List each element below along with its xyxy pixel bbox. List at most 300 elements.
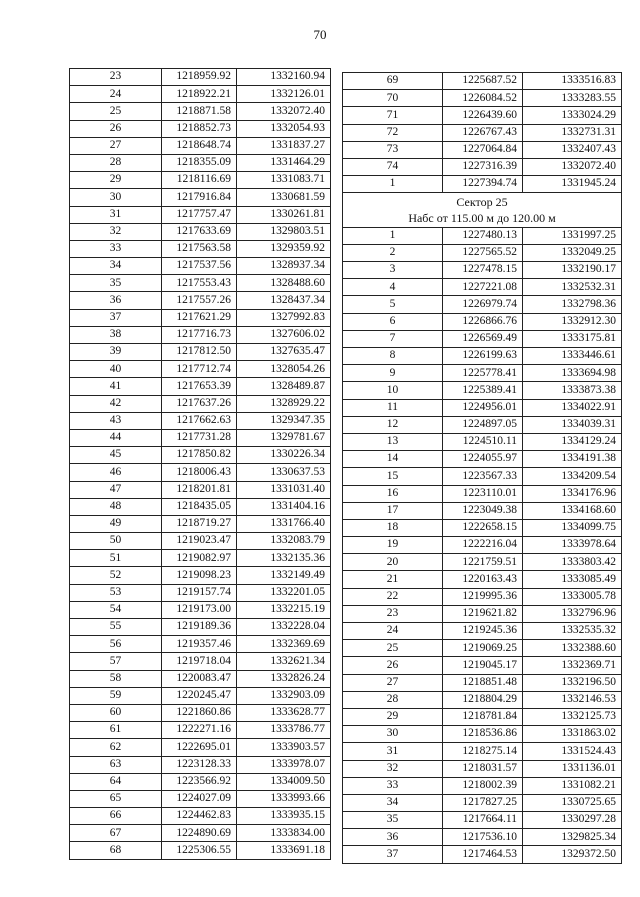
point-number: 47 <box>70 481 162 498</box>
coord-x: 1219098.23 <box>162 567 237 584</box>
coord-y: 1328937.34 <box>237 258 331 275</box>
point-number: 27 <box>343 674 443 691</box>
coord-y: 1331766.40 <box>237 515 331 532</box>
coord-x: 1227064.84 <box>443 141 523 158</box>
point-number: 23 <box>70 69 162 86</box>
coordinates-table-right <box>342 72 622 864</box>
point-number: 60 <box>70 704 162 721</box>
point-number: 8 <box>343 348 443 365</box>
coord-x: 1220245.47 <box>162 687 237 704</box>
table-row <box>343 640 622 657</box>
table-row <box>343 262 622 279</box>
table-row <box>343 416 622 433</box>
table-row <box>70 842 331 859</box>
coord-y: 1332228.04 <box>237 619 331 636</box>
point-number: 58 <box>70 670 162 687</box>
table-row <box>343 433 622 450</box>
coord-x: 1218201.81 <box>162 481 237 498</box>
coord-x: 1217812.50 <box>162 344 237 361</box>
table-row <box>343 657 622 674</box>
coord-y: 1333516.83 <box>523 73 622 90</box>
point-number: 11 <box>343 399 443 416</box>
coord-y: 1327992.83 <box>237 309 331 326</box>
coord-y: 1328488.60 <box>237 275 331 292</box>
table-row <box>70 533 331 550</box>
table-row <box>343 176 622 193</box>
coord-x: 1221759.51 <box>443 554 523 571</box>
coord-x: 1217664.11 <box>443 812 523 829</box>
coord-x: 1217850.82 <box>162 447 237 464</box>
point-number: 38 <box>70 326 162 343</box>
table-row <box>343 296 622 313</box>
table-row <box>70 137 331 154</box>
table-row <box>343 365 622 382</box>
table-row <box>343 468 622 485</box>
page-number: 70 <box>313 27 327 42</box>
table-row <box>70 103 331 120</box>
coord-y: 1332126.01 <box>237 86 331 103</box>
coord-x: 1219045.17 <box>443 657 523 674</box>
coord-x: 1218275.14 <box>443 743 523 760</box>
coord-x: 1226866.76 <box>443 313 523 330</box>
coord-y: 1333628.77 <box>237 704 331 721</box>
coord-y: 1331136.01 <box>523 760 622 777</box>
coord-y: 1334099.75 <box>523 519 622 536</box>
point-number: 31 <box>70 206 162 223</box>
coord-y: 1332072.40 <box>523 158 622 175</box>
point-number: 39 <box>70 344 162 361</box>
table-row <box>343 588 622 605</box>
coord-x: 1219357.46 <box>162 636 237 653</box>
table-row <box>70 86 331 103</box>
point-number: 68 <box>70 842 162 859</box>
coord-y: 1329347.35 <box>237 412 331 429</box>
point-number: 16 <box>343 485 443 502</box>
coord-x: 1218959.92 <box>162 69 237 86</box>
coord-x: 1218804.29 <box>443 691 523 708</box>
coord-y: 1330637.53 <box>237 464 331 481</box>
coord-x: 1223128.33 <box>162 756 237 773</box>
coord-x: 1217716.73 <box>162 326 237 343</box>
coord-y: 1334176.96 <box>523 485 622 502</box>
coord-y: 1333935.15 <box>237 808 331 825</box>
point-number: 52 <box>70 567 162 584</box>
coord-x: 1220163.43 <box>443 571 523 588</box>
point-number: 49 <box>70 515 162 532</box>
table-row <box>70 172 331 189</box>
table-row <box>343 777 622 794</box>
coord-x: 1217712.74 <box>162 361 237 378</box>
coord-x: 1227478.15 <box>443 262 523 279</box>
point-number: 51 <box>70 550 162 567</box>
point-number: 28 <box>70 154 162 171</box>
coord-x: 1224956.01 <box>443 399 523 416</box>
coord-x: 1226439.60 <box>443 107 523 124</box>
point-number: 35 <box>70 275 162 292</box>
coord-x: 1217537.56 <box>162 258 237 275</box>
table-row <box>343 502 622 519</box>
coord-x: 1225778.41 <box>443 365 523 382</box>
coord-y: 1332201.05 <box>237 584 331 601</box>
table-row <box>343 90 622 107</box>
coord-x: 1222216.04 <box>443 537 523 554</box>
coord-y: 1332072.40 <box>237 103 331 120</box>
coord-y: 1332796.96 <box>523 605 622 622</box>
table-row <box>343 382 622 399</box>
table-row <box>343 691 622 708</box>
table-row <box>70 756 331 773</box>
table-row <box>343 605 622 622</box>
table-row <box>343 451 622 468</box>
coord-x: 1219082.97 <box>162 550 237 567</box>
table-row <box>343 794 622 811</box>
point-number: 15 <box>343 468 443 485</box>
coord-x: 1225306.55 <box>162 842 237 859</box>
coord-y: 1327635.47 <box>237 344 331 361</box>
coord-x: 1217916.84 <box>162 189 237 206</box>
point-number: 46 <box>70 464 162 481</box>
point-number: 30 <box>343 726 443 743</box>
table-row <box>343 141 622 158</box>
table-row <box>70 326 331 343</box>
table-row <box>70 790 331 807</box>
point-number: 12 <box>343 416 443 433</box>
point-number: 13 <box>343 433 443 450</box>
point-number: 34 <box>70 258 162 275</box>
coord-x: 1217757.47 <box>162 206 237 223</box>
point-number: 35 <box>343 812 443 829</box>
coord-x: 1226979.74 <box>443 296 523 313</box>
point-number: 61 <box>70 722 162 739</box>
coord-x: 1218719.27 <box>162 515 237 532</box>
table-row <box>70 670 331 687</box>
coord-x: 1217653.39 <box>162 378 237 395</box>
table-row <box>343 227 622 244</box>
coord-y: 1334039.31 <box>523 416 622 433</box>
point-number: 1 <box>343 227 443 244</box>
table-row <box>343 348 622 365</box>
coord-x: 1222658.15 <box>443 519 523 536</box>
point-number: 37 <box>70 309 162 326</box>
point-number: 72 <box>343 124 443 141</box>
point-number: 29 <box>70 172 162 189</box>
point-number: 36 <box>343 829 443 846</box>
table-row <box>343 399 622 416</box>
table-row <box>70 154 331 171</box>
coord-y: 1330261.81 <box>237 206 331 223</box>
point-number: 29 <box>343 708 443 725</box>
coord-y: 1329372.50 <box>523 846 622 863</box>
coord-x: 1217827.25 <box>443 794 523 811</box>
point-number: 53 <box>70 584 162 601</box>
point-number: 9 <box>343 365 443 382</box>
coord-x: 1218871.58 <box>162 103 237 120</box>
coord-y: 1329803.51 <box>237 223 331 240</box>
table-row <box>343 812 622 829</box>
coord-y: 1332049.25 <box>523 244 622 261</box>
coord-y: 1332215.19 <box>237 601 331 618</box>
table-row <box>343 279 622 296</box>
point-number: 24 <box>70 86 162 103</box>
table-row <box>343 846 622 863</box>
point-number: 65 <box>70 790 162 807</box>
coord-x: 1224027.09 <box>162 790 237 807</box>
coord-x: 1222271.16 <box>162 722 237 739</box>
coord-y: 1332146.53 <box>523 691 622 708</box>
coordinates-table-left <box>69 68 331 860</box>
coord-x: 1218781.84 <box>443 708 523 725</box>
point-number: 19 <box>343 537 443 554</box>
coord-x: 1218006.43 <box>162 464 237 481</box>
point-number: 3 <box>343 262 443 279</box>
table-row <box>70 412 331 429</box>
point-number: 31 <box>343 743 443 760</box>
point-number: 55 <box>70 619 162 636</box>
point-number: 4 <box>343 279 443 296</box>
table-row <box>70 189 331 206</box>
coord-x: 1227394.74 <box>443 176 523 193</box>
coord-x: 1218355.09 <box>162 154 237 171</box>
point-number: 14 <box>343 451 443 468</box>
coord-y: 1332369.69 <box>237 636 331 653</box>
coord-y: 1330681.59 <box>237 189 331 206</box>
table-row <box>70 722 331 739</box>
coord-x: 1226767.43 <box>443 124 523 141</box>
point-number: 56 <box>70 636 162 653</box>
coord-x: 1217464.53 <box>443 846 523 863</box>
point-number: 5 <box>343 296 443 313</box>
coord-y: 1333024.29 <box>523 107 622 124</box>
point-number: 48 <box>70 498 162 515</box>
table-row <box>70 739 331 756</box>
sector-subtitle-row <box>343 210 622 227</box>
table-row <box>70 206 331 223</box>
coord-y: 1332535.32 <box>523 623 622 640</box>
table-row <box>343 554 622 571</box>
coord-y: 1333993.66 <box>237 790 331 807</box>
coord-y: 1334129.24 <box>523 433 622 450</box>
coord-x: 1217563.58 <box>162 240 237 257</box>
coord-x: 1219995.36 <box>443 588 523 605</box>
table-row <box>70 378 331 395</box>
sector-subtitle: Набс от 115.00 м до 120.00 м <box>343 210 622 227</box>
point-number: 33 <box>70 240 162 257</box>
table-row <box>70 223 331 240</box>
table-row <box>70 567 331 584</box>
point-number: 70 <box>343 90 443 107</box>
coord-y: 1331083.71 <box>237 172 331 189</box>
point-number: 73 <box>343 141 443 158</box>
coord-y: 1332826.24 <box>237 670 331 687</box>
table-row <box>70 344 331 361</box>
coord-x: 1217662.63 <box>162 412 237 429</box>
point-number: 45 <box>70 447 162 464</box>
coord-y: 1328054.26 <box>237 361 331 378</box>
coord-x: 1218002.39 <box>443 777 523 794</box>
coord-y: 1332407.43 <box>523 141 622 158</box>
coord-y: 1329781.67 <box>237 429 331 446</box>
point-number: 28 <box>343 691 443 708</box>
point-number: 50 <box>70 533 162 550</box>
table-row <box>343 760 622 777</box>
coord-y: 1331082.21 <box>523 777 622 794</box>
point-number: 25 <box>343 640 443 657</box>
point-number: 27 <box>70 137 162 154</box>
coord-x: 1221860.86 <box>162 704 237 721</box>
coord-x: 1219157.74 <box>162 584 237 601</box>
coord-y: 1330297.28 <box>523 812 622 829</box>
coord-y: 1333691.18 <box>237 842 331 859</box>
table-row <box>343 330 622 347</box>
point-number: 44 <box>70 429 162 446</box>
coord-x: 1219621.82 <box>443 605 523 622</box>
coord-y: 1332731.31 <box>523 124 622 141</box>
coord-y: 1329825.34 <box>523 829 622 846</box>
point-number: 26 <box>70 120 162 137</box>
point-number: 62 <box>70 739 162 756</box>
coord-x: 1218031.57 <box>443 760 523 777</box>
table-row <box>70 825 331 842</box>
coord-x: 1217633.69 <box>162 223 237 240</box>
table-row <box>70 395 331 412</box>
point-number: 42 <box>70 395 162 412</box>
sector-title: Сектор 25 <box>343 193 622 210</box>
point-number: 54 <box>70 601 162 618</box>
coord-x: 1218852.73 <box>162 120 237 137</box>
table-row <box>343 623 622 640</box>
table-row <box>70 808 331 825</box>
table-row <box>343 244 622 261</box>
coord-x: 1218648.74 <box>162 137 237 154</box>
table-row <box>70 429 331 446</box>
coord-y: 1332369.71 <box>523 657 622 674</box>
table-row <box>70 601 331 618</box>
table-row <box>70 240 331 257</box>
table-row <box>70 69 331 86</box>
table-row <box>343 485 622 502</box>
table-row <box>343 73 622 90</box>
coord-y: 1334191.38 <box>523 451 622 468</box>
point-number: 32 <box>343 760 443 777</box>
point-number: 26 <box>343 657 443 674</box>
coord-x: 1227565.52 <box>443 244 523 261</box>
coord-y: 1332054.93 <box>237 120 331 137</box>
coord-y: 1332621.34 <box>237 653 331 670</box>
table-row <box>70 584 331 601</box>
table-row <box>70 481 331 498</box>
point-number: 23 <box>343 605 443 622</box>
coord-x: 1224897.05 <box>443 416 523 433</box>
coord-y: 1332798.36 <box>523 296 622 313</box>
table-row <box>70 636 331 653</box>
coord-x: 1219245.36 <box>443 623 523 640</box>
coord-x: 1217637.26 <box>162 395 237 412</box>
coord-x: 1219718.04 <box>162 653 237 670</box>
coord-x: 1219069.25 <box>443 640 523 657</box>
coord-x: 1217557.26 <box>162 292 237 309</box>
coord-y: 1334168.60 <box>523 502 622 519</box>
coord-x: 1226199.63 <box>443 348 523 365</box>
coord-x: 1226569.49 <box>443 330 523 347</box>
point-number: 22 <box>343 588 443 605</box>
coord-y: 1332190.17 <box>523 262 622 279</box>
coord-x: 1224510.11 <box>443 433 523 450</box>
point-number: 32 <box>70 223 162 240</box>
point-number: 37 <box>343 846 443 863</box>
coord-y: 1330226.34 <box>237 447 331 464</box>
point-number: 33 <box>343 777 443 794</box>
coord-x: 1217553.43 <box>162 275 237 292</box>
coord-x: 1224055.97 <box>443 451 523 468</box>
coord-y: 1331524.43 <box>523 743 622 760</box>
coord-y: 1333873.38 <box>523 382 622 399</box>
table-row <box>343 519 622 536</box>
coord-y: 1333978.07 <box>237 756 331 773</box>
coord-y: 1332903.09 <box>237 687 331 704</box>
coord-x: 1223567.33 <box>443 468 523 485</box>
coord-y: 1332388.60 <box>523 640 622 657</box>
coord-x: 1223049.38 <box>443 502 523 519</box>
table-row <box>70 258 331 275</box>
coord-x: 1217731.28 <box>162 429 237 446</box>
coord-x: 1219189.36 <box>162 619 237 636</box>
point-number: 18 <box>343 519 443 536</box>
coord-x: 1218435.05 <box>162 498 237 515</box>
coord-y: 1333834.00 <box>237 825 331 842</box>
point-number: 43 <box>70 412 162 429</box>
point-number: 64 <box>70 773 162 790</box>
coord-x: 1226084.52 <box>443 90 523 107</box>
coord-x: 1219173.00 <box>162 601 237 618</box>
coord-y: 1333005.78 <box>523 588 622 605</box>
coord-x: 1218536.86 <box>443 726 523 743</box>
table-row <box>70 361 331 378</box>
coord-y: 1329359.92 <box>237 240 331 257</box>
coord-y: 1331837.27 <box>237 137 331 154</box>
point-number: 69 <box>343 73 443 90</box>
coord-x: 1225389.41 <box>443 382 523 399</box>
table-row <box>70 653 331 670</box>
table-row <box>343 829 622 846</box>
table-row <box>343 124 622 141</box>
point-number: 1 <box>343 176 443 193</box>
table-row <box>343 674 622 691</box>
coord-y: 1333694.98 <box>523 365 622 382</box>
point-number: 34 <box>343 794 443 811</box>
coord-y: 1332149.49 <box>237 567 331 584</box>
coord-y: 1333175.81 <box>523 330 622 347</box>
coord-y: 1333283.55 <box>523 90 622 107</box>
point-number: 2 <box>343 244 443 261</box>
coord-y: 1332912.30 <box>523 313 622 330</box>
point-number: 30 <box>70 189 162 206</box>
table-row <box>70 550 331 567</box>
coord-x: 1217536.10 <box>443 829 523 846</box>
coord-x: 1220083.47 <box>162 670 237 687</box>
coord-x: 1227480.13 <box>443 227 523 244</box>
point-number: 6 <box>343 313 443 330</box>
point-number: 7 <box>343 330 443 347</box>
coord-y: 1331997.25 <box>523 227 622 244</box>
coord-x: 1224462.83 <box>162 808 237 825</box>
table-row <box>70 515 331 532</box>
coord-y: 1328489.87 <box>237 378 331 395</box>
table-row <box>343 537 622 554</box>
coord-y: 1328437.34 <box>237 292 331 309</box>
table-row <box>70 687 331 704</box>
coord-y: 1333978.64 <box>523 537 622 554</box>
coord-y: 1328929.22 <box>237 395 331 412</box>
